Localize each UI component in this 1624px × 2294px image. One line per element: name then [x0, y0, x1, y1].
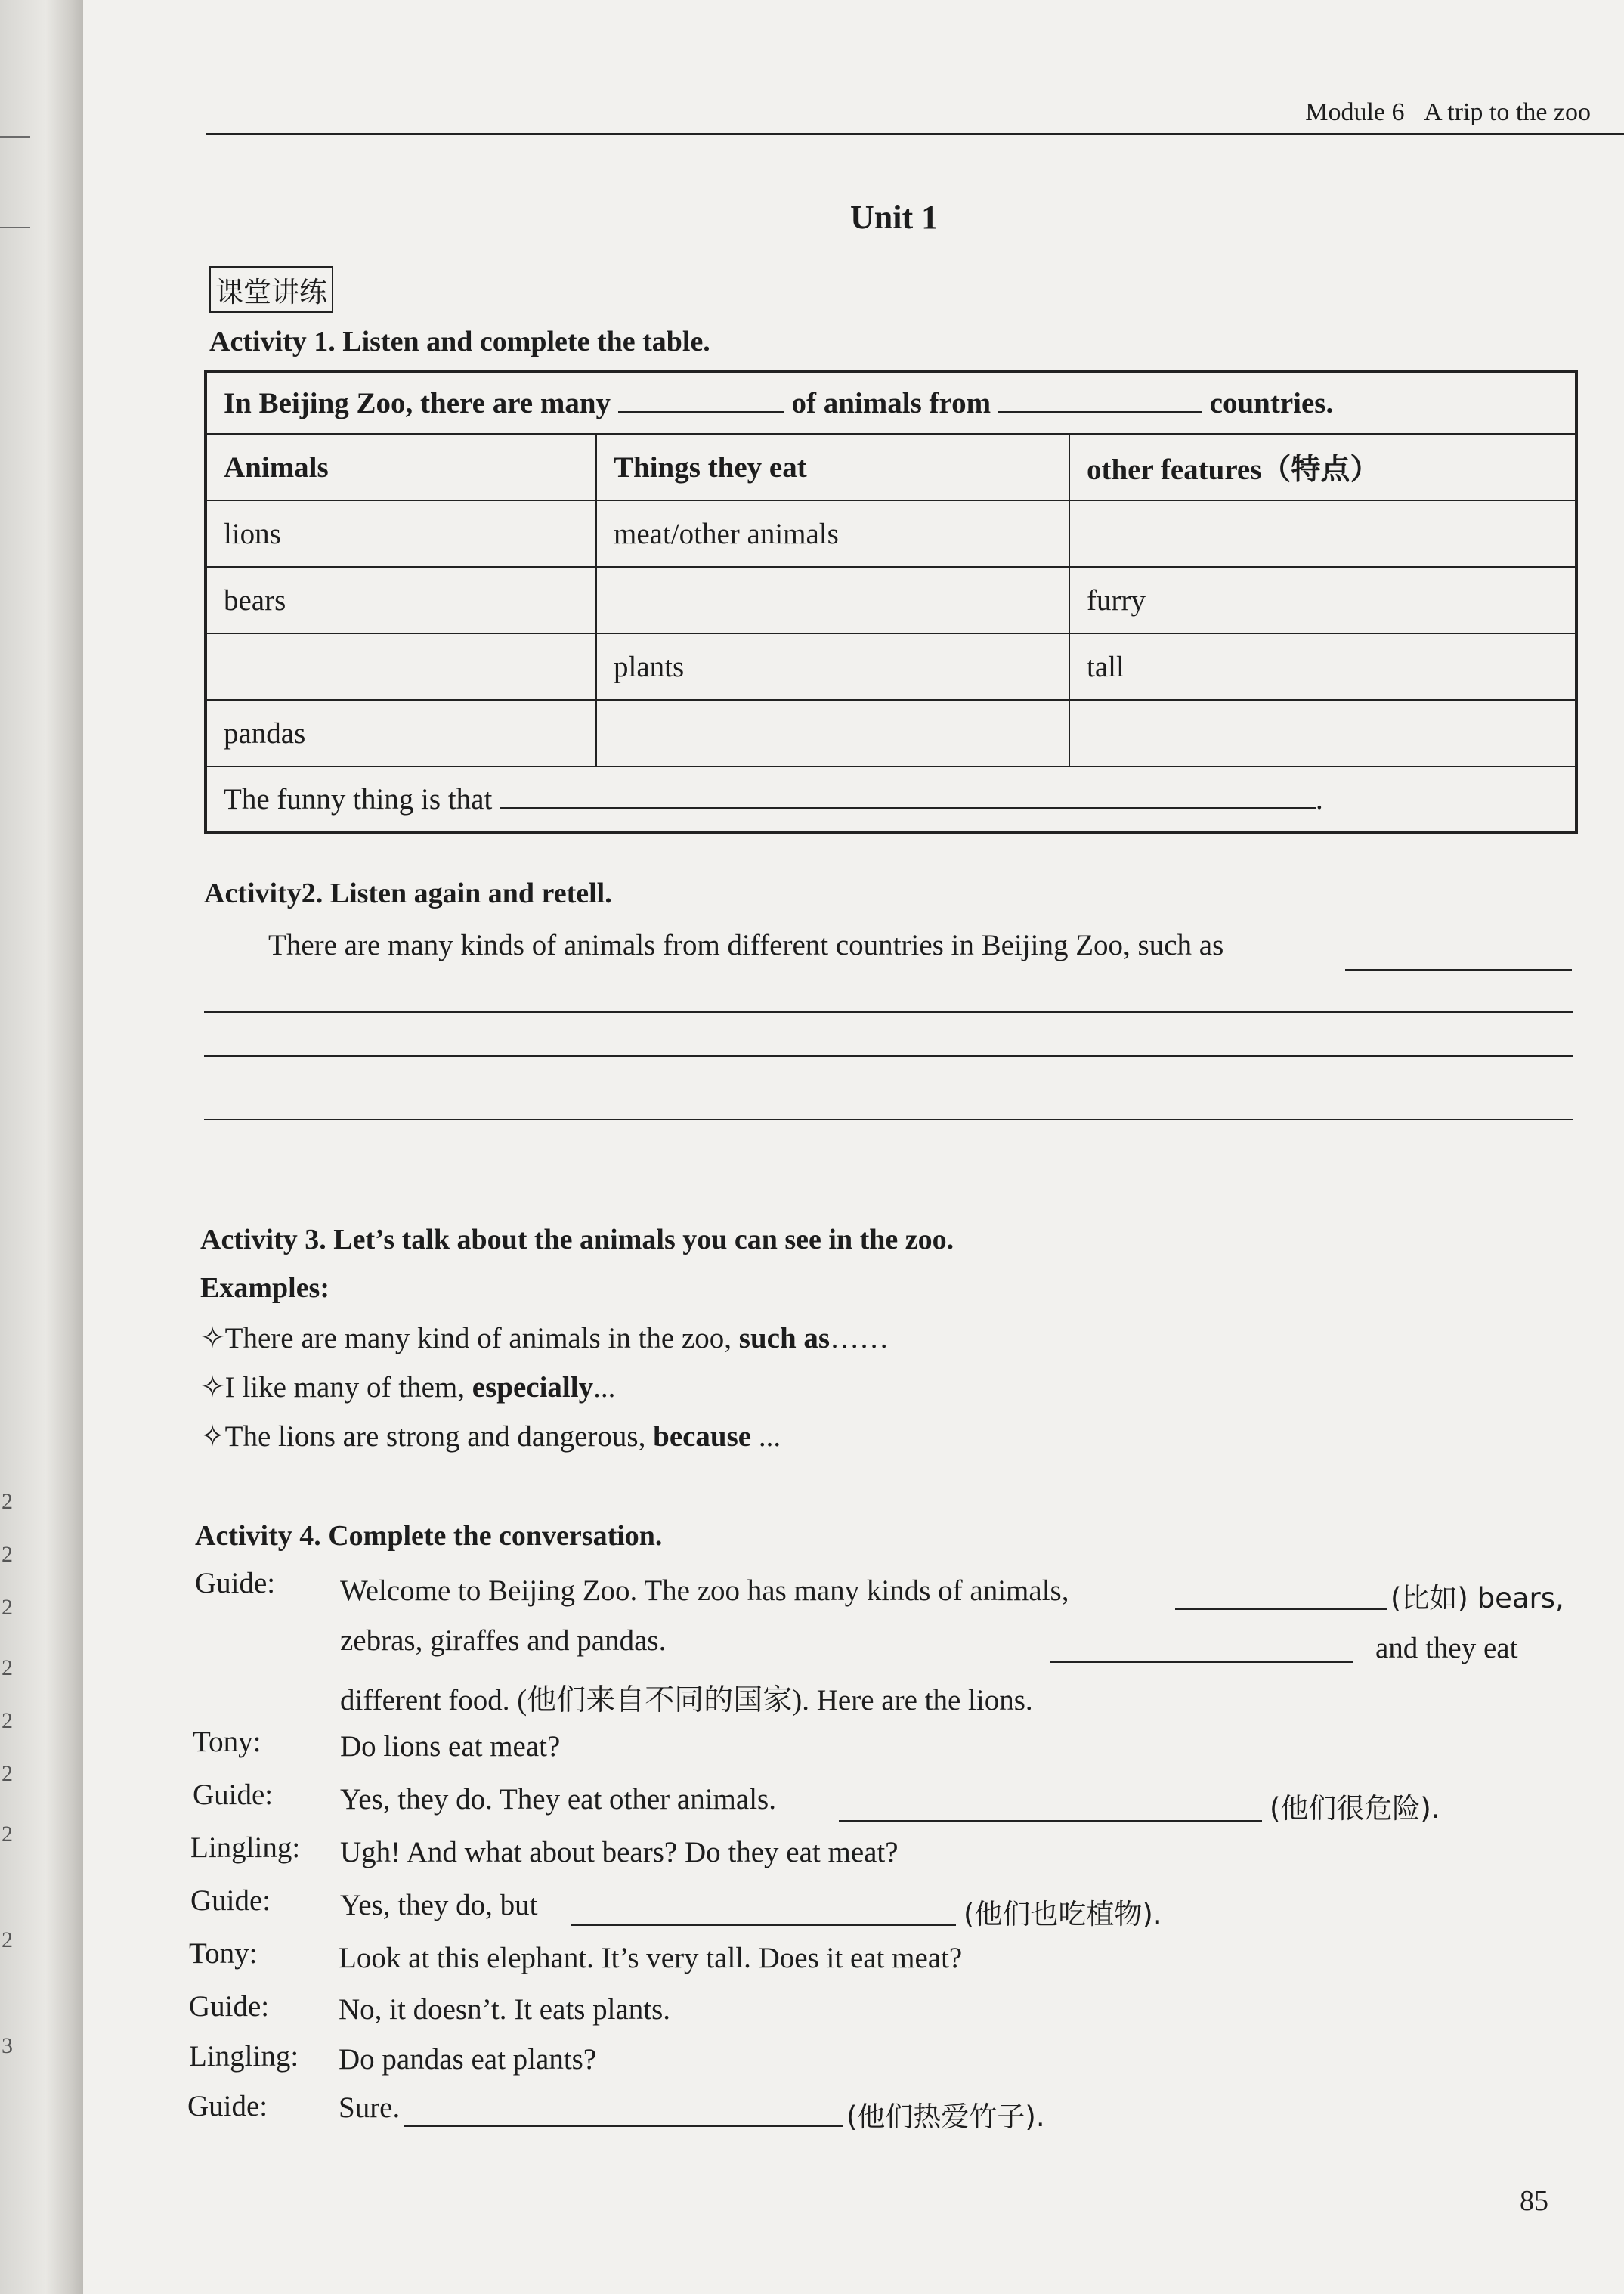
table-row [206, 567, 1576, 633]
facing-page-number: 2 [2, 1708, 13, 1733]
cell: tall [1069, 633, 1576, 700]
speaker-label: Lingling: [189, 2040, 299, 2073]
cell: furry [1069, 567, 1576, 633]
activity4-title: Activity 4. Complete the conversation. [195, 1520, 663, 1552]
answer-line[interactable] [839, 1820, 1262, 1822]
dialogue-line: different food. (他们来自不同的国家). Here are the lions. [340, 1684, 1033, 1717]
facing-page-number: 2 [2, 1595, 13, 1620]
table-header-row [206, 434, 1576, 500]
dialogue-line: Welcome to Beijing Zoo. The zoo has many kinds of animals, [340, 1574, 1069, 1607]
table-row [206, 700, 1576, 766]
example-key-phrase: such as [738, 1322, 831, 1354]
activity3-title: Activity 3. Let’s talk about the animals you can see in the zoo. [200, 1224, 954, 1255]
facing-page-number: 2 [2, 1761, 13, 1786]
dialogue-line: Do pandas eat plants? [339, 2043, 597, 2076]
cell: plants [596, 633, 1069, 700]
example-1 [200, 1321, 889, 1355]
blank-kinds[interactable] [618, 411, 784, 413]
speaker-label: Guide: [190, 1884, 271, 1917]
answer-line[interactable] [404, 2125, 843, 2127]
speaker-label: Tony: [193, 1726, 261, 1758]
divider [0, 227, 30, 228]
header-other-features: other features（特点） [1069, 434, 1576, 500]
unit-title: Unit 1 [850, 199, 939, 236]
activity2-text: There are many kinds of animals from different countries in Beijing Zoo, such as [268, 929, 1224, 961]
facing-page-edge [0, 0, 83, 2294]
facing-page-number: 2 [2, 1655, 13, 1680]
speaker-label: Lingling: [190, 1831, 301, 1864]
answer-line[interactable] [204, 1055, 1573, 1057]
cell-blank[interactable] [206, 633, 596, 700]
facing-page-number: 3 [2, 2033, 13, 2058]
table-intro-row [206, 372, 1576, 434]
dialogue-hint: (他们热爱竹子). [846, 2101, 1045, 2133]
dialogue-line: zebras, giraffes and pandas. [340, 1624, 667, 1657]
dialogue-line: Yes, they do, but [340, 1889, 538, 1921]
activity1-title: Activity 1. Listen and complete the table. [209, 326, 710, 358]
section-label: 课堂讲练 [209, 266, 333, 313]
dialogue-line: Look at this elephant. It’s very tall. Does it eat meat? [339, 1942, 963, 1974]
example-3 [200, 1419, 781, 1453]
speaker-label: Guide: [195, 1567, 276, 1599]
blank-countries[interactable] [998, 411, 1202, 413]
dialogue-line: No, it doesn’t. It eats plants. [339, 1993, 671, 2026]
example-text: ✧There are many kind of animals in the zoo, [200, 1322, 739, 1354]
cell: pandas [206, 700, 596, 766]
facing-page-number: 2 [2, 1927, 13, 1952]
example-ellipsis: ... [593, 1371, 616, 1404]
table-row [206, 500, 1576, 567]
example-key-phrase: especially [472, 1371, 594, 1404]
example-key-phrase: because [653, 1420, 752, 1453]
example-ellipsis: …… [830, 1322, 889, 1354]
speaker-label: Guide: [189, 1990, 270, 2023]
dialogue-line: Ugh! And what about bears? Do they eat meat? [340, 1836, 899, 1868]
activity1-table [204, 370, 1578, 834]
answer-line[interactable] [1175, 1608, 1387, 1610]
facing-page-number: 2 [2, 1489, 13, 1514]
example-text: ✧I like many of them, [200, 1371, 472, 1404]
running-header [1305, 98, 1591, 127]
funny-text: The funny thing is that [224, 783, 493, 816]
example-2 [200, 1370, 615, 1404]
header-rule [206, 133, 1624, 135]
intro-text-a: In Beijing Zoo, there are many [224, 387, 611, 419]
module-title: A trip to the zoo [1424, 98, 1591, 126]
dialogue-line: Do lions eat meat? [340, 1730, 561, 1763]
answer-line[interactable] [1345, 969, 1572, 971]
example-text: ✧The lions are strong and dangerous, [200, 1420, 654, 1453]
dialogue-line: Sure. [339, 2091, 401, 2124]
funny-end: . [1316, 783, 1323, 816]
cell-blank[interactable] [1069, 700, 1576, 766]
facing-page-number: 2 [2, 1822, 13, 1847]
example-ellipsis: ... [751, 1420, 781, 1453]
examples-label: Examples: [200, 1272, 329, 1304]
table-funny-row [206, 766, 1576, 833]
speaker-label: Guide: [187, 2090, 268, 2122]
header-animals: Animals [206, 434, 596, 500]
cell: lions [206, 500, 596, 567]
speaker-label: Tony: [189, 1937, 258, 1970]
cell-blank[interactable] [596, 700, 1069, 766]
answer-line[interactable] [1050, 1661, 1353, 1663]
answer-line[interactable] [204, 1119, 1573, 1120]
dialogue-hint: (他们也吃植物). [964, 1898, 1162, 1930]
blank-funny-thing[interactable] [500, 807, 1316, 809]
module-label: Module 6 [1305, 98, 1405, 126]
page-number: 85 [1520, 2185, 1548, 2217]
cell-blank[interactable] [596, 567, 1069, 633]
intro-text-b: of animals from [791, 387, 991, 419]
intro-text-c: countries. [1209, 387, 1334, 419]
table-row [206, 633, 1576, 700]
dialogue-line: Yes, they do. They eat other animals. [340, 1783, 776, 1816]
answer-line[interactable] [571, 1924, 956, 1926]
dialogue-hint: (比如) bears, [1390, 1582, 1564, 1614]
workbook-page [83, 0, 1624, 2294]
cell: bears [206, 567, 596, 633]
facing-page-number: 2 [2, 1542, 13, 1567]
divider [0, 136, 30, 138]
cell-blank[interactable] [1069, 500, 1576, 567]
activity2-title: Activity2. Listen again and retell. [204, 878, 612, 909]
speaker-label: Guide: [193, 1779, 274, 1811]
header-things-they-eat: Things they eat [596, 434, 1069, 500]
cell: meat/other animals [596, 500, 1069, 567]
dialogue-hint: and they eat [1375, 1632, 1518, 1664]
dialogue-hint: (他们很危险). [1270, 1792, 1440, 1825]
answer-line[interactable] [204, 1011, 1573, 1013]
